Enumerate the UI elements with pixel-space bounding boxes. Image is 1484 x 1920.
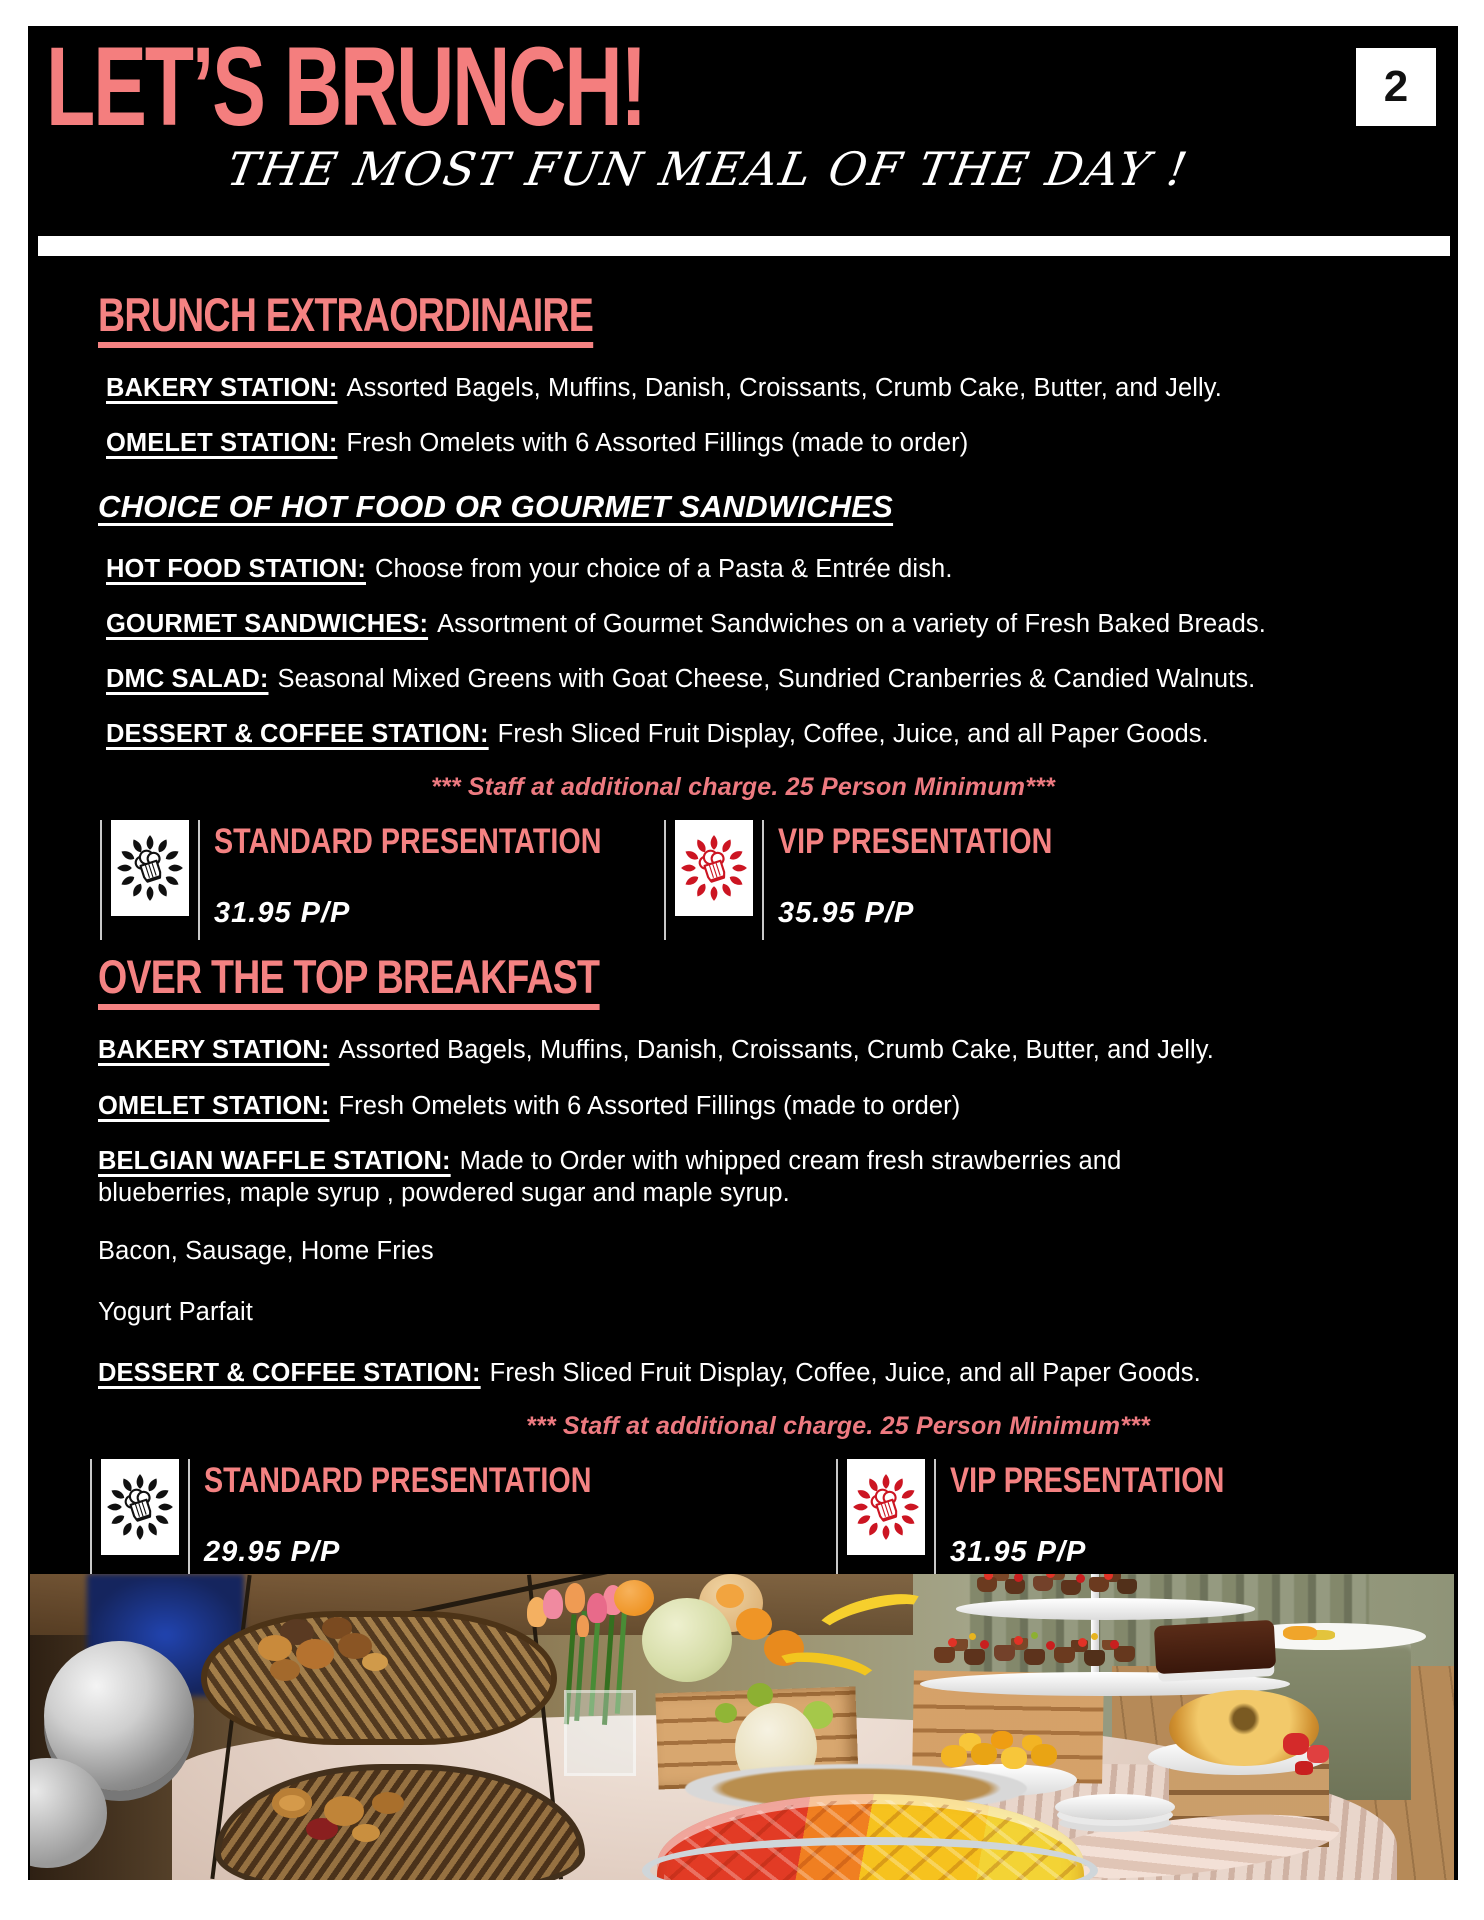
vip-presentation-price: 35.95 P/P xyxy=(778,897,915,930)
menu-line-bakery xyxy=(106,372,1410,404)
standard-presentation-price: 29.95 P/P xyxy=(204,1536,341,1569)
pricing-row-breakfast xyxy=(76,1459,1410,1581)
station-label: GOURMET SANDWICHES: xyxy=(106,609,429,638)
station-text: Yogurt Parfait xyxy=(98,1298,253,1327)
chef-hat-leaf-wreath-icon xyxy=(101,1459,179,1555)
station-label: HOT FOOD STATION: xyxy=(106,554,366,583)
station-text: Fresh Omelets with 6 Assorted Fillings (made to order) xyxy=(338,1091,961,1120)
logo-rail xyxy=(836,1459,936,1579)
standard-presentation-title: STANDARD PRESENTATION xyxy=(204,1461,592,1501)
menu-line-hot-food xyxy=(106,553,1410,585)
station-label: DMC SALAD: xyxy=(106,664,269,693)
menu-content xyxy=(28,256,1458,1583)
section-subheading-choice: CHOICE OF HOT FOOD OR GOURMET SANDWICHES xyxy=(98,488,894,524)
photo-cake-stand-tier xyxy=(956,1598,1255,1619)
photo-glass-vase xyxy=(564,1690,636,1776)
photo-oranges xyxy=(614,1580,654,1616)
photo-chocolate-cake xyxy=(1154,1620,1276,1674)
pricing-row-brunch xyxy=(76,820,1410,942)
staff-note: *** Staff at additional charge. 25 Person Minimum*** xyxy=(431,773,1055,802)
standard-presentation xyxy=(100,820,687,940)
section-heading-brunch-extraordinaire: BRUNCH EXTRAORDINAIRE xyxy=(98,290,593,348)
chef-hat-leaf-wreath-icon xyxy=(675,820,753,916)
chef-hat-leaf-wreath-icon xyxy=(847,1459,925,1555)
station-label: BAKERY STATION: xyxy=(98,1036,330,1065)
station-text: Choose from your choice of a Pasta & Entrée dish. xyxy=(374,554,953,583)
vip-presentation-price: 31.95 P/P xyxy=(950,1536,1087,1569)
page-subtitle: THE MOST FUN MEAL OF THE DAY ! xyxy=(223,142,1193,196)
station-label: OMELET STATION: xyxy=(106,429,338,458)
standard-presentation-2 xyxy=(90,1459,677,1579)
station-text: Made to Order with whipped cream fresh strawberries and blueberries, maple syrup , powdered sugar and maple syrup. xyxy=(98,1146,1122,1207)
menu-line-yogurt-parfait xyxy=(98,1296,1410,1328)
header xyxy=(28,26,1458,236)
station-label: DESSERT & COFFEE STATION: xyxy=(98,1359,481,1388)
menu-line-dessert-coffee xyxy=(106,718,1410,750)
station-text: Bacon, Sausage, Home Fries xyxy=(98,1236,434,1265)
station-text: Fresh Omelets with 6 Assorted Fillings (made to order) xyxy=(346,429,969,458)
photo-mango-pieces xyxy=(941,1745,967,1767)
station-label: DESSERT & COFFEE STATION: xyxy=(106,719,489,748)
standard-presentation-title: STANDARD PRESENTATION xyxy=(214,822,602,862)
header-divider xyxy=(38,236,1450,256)
menu-line-dmc-salad xyxy=(106,663,1410,695)
menu-line-omelet-2 xyxy=(98,1090,1410,1122)
logo-rail xyxy=(664,820,764,940)
photo-pastry-basket xyxy=(201,1611,557,1746)
station-text: Fresh Sliced Fruit Display, Coffee, Juice, and all Paper Goods. xyxy=(489,1359,1201,1388)
station-text: Assorted Bagels, Muffins, Danish, Croissants, Crumb Cake, Butter, and Jelly. xyxy=(338,1036,1214,1065)
vip-presentation xyxy=(664,820,1113,940)
menu-line-dessert-coffee-2 xyxy=(98,1357,1410,1389)
vip-presentation-2 xyxy=(836,1459,1285,1579)
chef-hat-leaf-wreath-icon xyxy=(111,820,189,916)
buffet-photo xyxy=(30,1574,1454,1880)
menu-line-belgian-waffle xyxy=(98,1145,1233,1209)
photo-strawberry-tarts xyxy=(1283,1733,1309,1755)
station-text: Fresh Sliced Fruit Display, Coffee, Juice, and all Paper Goods. xyxy=(497,719,1209,748)
page-number-badge: 2 xyxy=(1356,48,1436,126)
staff-note-2: *** Staff at additional charge. 25 Person Minimum*** xyxy=(526,1412,1150,1441)
menu-line-omelet xyxy=(106,427,1410,459)
logo-rail xyxy=(90,1459,190,1579)
vip-presentation-title: VIP PRESENTATION xyxy=(778,822,1053,862)
station-label: BELGIAN WAFFLE STATION: xyxy=(98,1146,451,1175)
menu-line-gourmet-sandwiches xyxy=(106,608,1410,640)
menu-line-bacon-sausage xyxy=(98,1235,1410,1267)
vip-presentation-title: VIP PRESENTATION xyxy=(950,1461,1225,1501)
station-text: Assortment of Gourmet Sandwiches on a variety of Fresh Baked Breads. xyxy=(437,609,1266,638)
photo-side-fruit xyxy=(1283,1626,1317,1640)
standard-presentation-price: 31.95 P/P xyxy=(214,897,351,930)
station-text: Assorted Bagels, Muffins, Danish, Croissants, Crumb Cake, Butter, and Jelly. xyxy=(346,374,1222,403)
menu-line-bakery-2 xyxy=(98,1034,1410,1066)
section-heading-over-the-top-breakfast: OVER THE TOP BREAKFAST xyxy=(98,952,599,1010)
menu-black-panel xyxy=(28,26,1458,1880)
station-label: BAKERY STATION: xyxy=(106,374,338,403)
photo-cupcakes-2 xyxy=(934,1647,955,1663)
photo-tulips xyxy=(543,1589,563,1619)
logo-rail xyxy=(100,820,200,940)
page-title: LET’S BRUNCH! xyxy=(46,24,646,149)
station-label: OMELET STATION: xyxy=(98,1091,330,1120)
photo-pastries xyxy=(258,1635,292,1661)
station-text: Seasonal Mixed Greens with Goat Cheese, Sundried Cranberries & Candied Walnuts. xyxy=(277,664,1256,693)
